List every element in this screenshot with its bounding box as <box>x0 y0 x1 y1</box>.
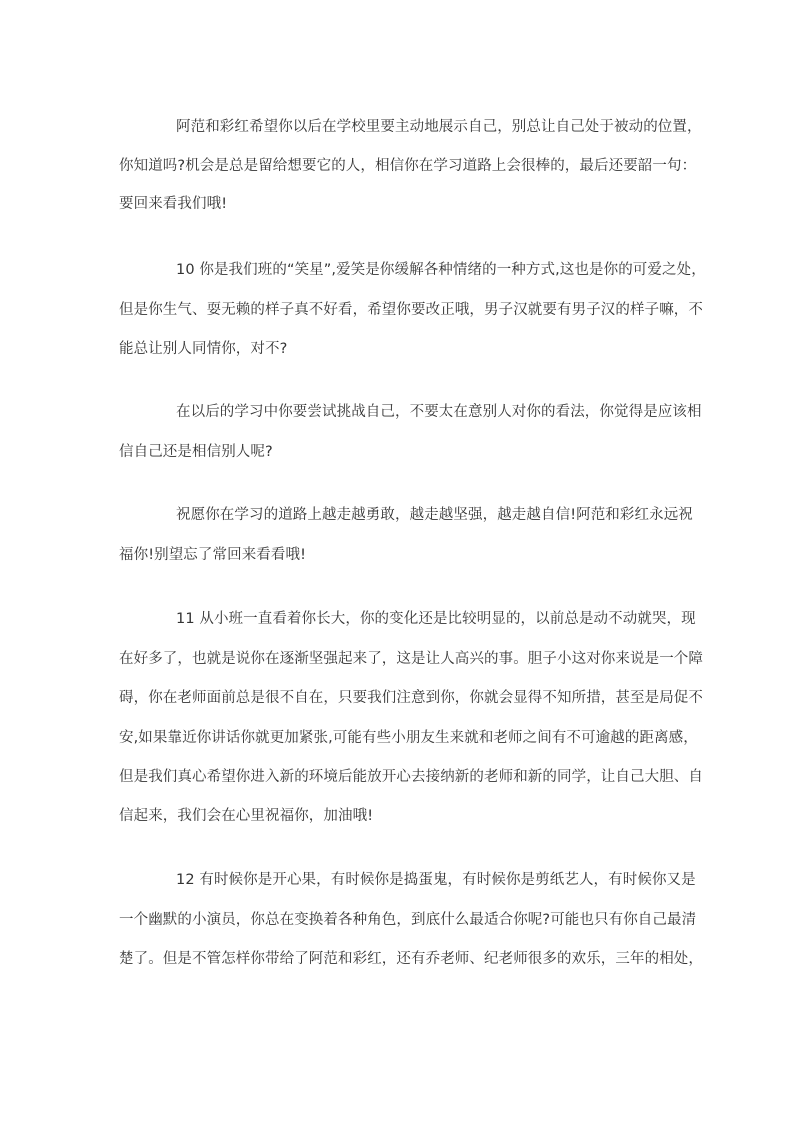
paragraph-4-line-1: 祝愿你在学习的道路上越走越勇敢，越走越坚强，越走越自信!阿范和彩红永远祝 <box>176 507 693 523</box>
paragraph-2-line-1: 10 你是我们班的“笑星”,爱笑是你缓解各种情绪的一种方式,这也是你的可爱之处， <box>176 262 706 278</box>
paragraph-2-line-3: 能总让别人同情你，对不? <box>119 341 288 357</box>
paragraph-1-line-3: 要回来看我们哦! <box>119 196 228 212</box>
paragraph-1-line-2: 你知道吗?机会是总是留给想要它的人，相信你在学习道路上会很棒的，最后还要韶一句： <box>119 158 697 174</box>
paragraph-6-line-2: 一个幽默的小演员，你总在变换着各种角色，到底什么最适合你呢?可能也只有你自己最清 <box>119 912 697 928</box>
paragraph-6-line-1: 12 有时候你是开心果，有时候你是捣蛋鬼，有时候你是剪纸艺人，有时候你又是 <box>176 872 696 888</box>
paragraph-1-line-1: 阿范和彩红希望你以后在学校里要主动地展示自己，别总让自己处于被动的位置， <box>176 119 702 135</box>
paragraph-4-line-2: 福你!别望忘了常回来看看哦! <box>119 547 307 563</box>
paragraph-6-line-3: 楚了。但是不管怎样你带给了阿范和彩红，还有乔老师、纪老师很多的欢乐，三年的相处， <box>119 951 703 967</box>
paragraph-5-line-5: 但是我们真心希望你进入新的环境后能放开心去接纳新的老师和新的同学，让自己大胆、自 <box>119 769 703 785</box>
paragraph-5-line-1: 11 从小班一直看着你长大，你的变化还是比较明显的，以前总是动不动就哭，现 <box>176 611 696 627</box>
paragraph-5-line-6: 信起来，我们会在心里祝福你，加油哦! <box>119 808 374 824</box>
paragraph-3-line-2: 信自己还是相信别人呢? <box>119 444 273 460</box>
paragraph-3-line-1: 在以后的学习中你要尝试挑战自己，不要太在意别人对你的看法，你觉得是应该相 <box>176 404 702 420</box>
paragraph-5-line-3: 碍，你在老师面前总是很不自在，只要我们注意到你，你就会显得不知所措，甚至是局促不 <box>119 690 703 706</box>
paragraph-5-line-4: 安,如果靠近你讲话你就更加紧张,可能有些小朋友生来就和老师之间有不可逾越的距离感， <box>119 730 698 746</box>
paragraph-5-line-2: 在好多了，也就是说你在逐渐坚强起来了，这是让人高兴的事。胆子小这对你来说是一个障 <box>119 651 703 667</box>
paragraph-2-line-2: 但是你生气、耍无赖的样子真不好看，希望你要改正哦，男子汉就要有男子汉的样子嘛，不 <box>119 302 703 318</box>
